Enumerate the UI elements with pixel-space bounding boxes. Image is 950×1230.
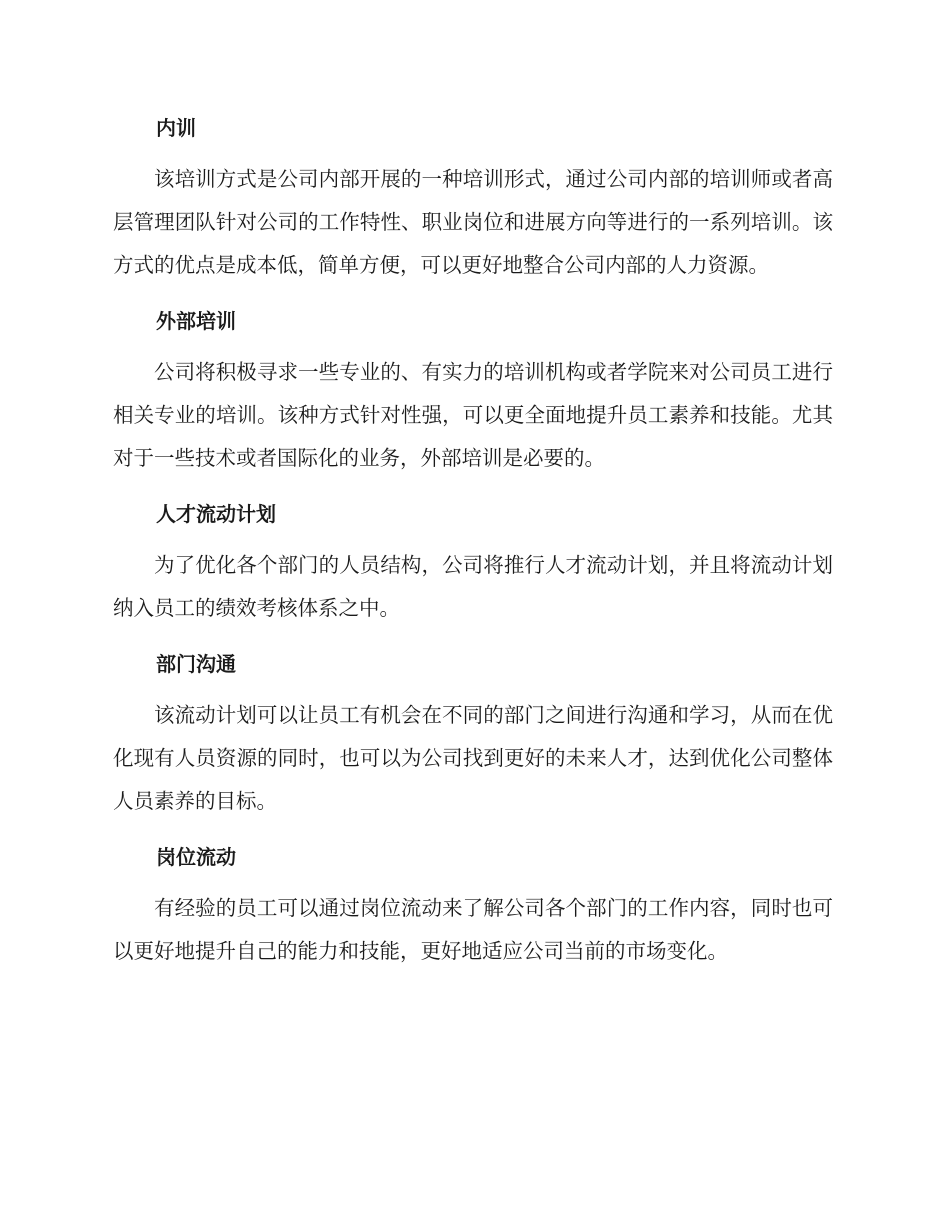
- section-body-internal-training: 该培训方式是公司内部开展的一种培训形式，通过公司内部的培训师或者高层管理团队针对公司的工作特性、职业岗位和进展方向等进行的一系列培训。该方式的优点是成本低，简单方便，可以更好地整合公司内部的人力资源。: [113, 167, 833, 277]
- section-body-department-communication: 该流动计划可以让员工有机会在不同的部门之间进行沟通和学习，从而在优化现有人员资源的同时，也可以为公司找到更好的未来人才，达到优化公司整体人员素养的目标。: [113, 703, 833, 813]
- section-body-talent-rotation: 为了优化各个部门的人员结构，公司将推行人才流动计划，并且将流动计划纳入员工的绩效考核体系之中。: [113, 553, 833, 620]
- section-gap: [113, 480, 833, 494]
- section-heading-job-rotation: 岗位流动: [156, 845, 236, 869]
- section-gap: [113, 823, 833, 837]
- section-body-external-training: 公司将积极寻求一些专业的、有实力的培训机构或者学院来对公司员工进行相关专业的培训。该种方式针对性强，可以更全面地提升员工素养和技能。尤其对于一些技术或者国际化的业务，外部培训是必要的。: [113, 360, 833, 470]
- section-body-job-rotation: 有经验的员工可以通过岗位流动来了解公司各个部门的工作内容，同时也可以更好地提升自己的能力和技能，更好地适应公司当前的市场变化。: [113, 896, 833, 963]
- section-heading-talent-rotation: 人才流动计划: [156, 502, 276, 526]
- section-gap: [113, 287, 833, 301]
- section-heading-internal-training: 内训: [156, 116, 196, 140]
- section-gap: [113, 630, 833, 644]
- section-heading-external-training: 外部培训: [156, 309, 236, 333]
- document-page: [113, 108, 833, 973]
- section-heading-department-communication: 部门沟通: [156, 652, 236, 676]
